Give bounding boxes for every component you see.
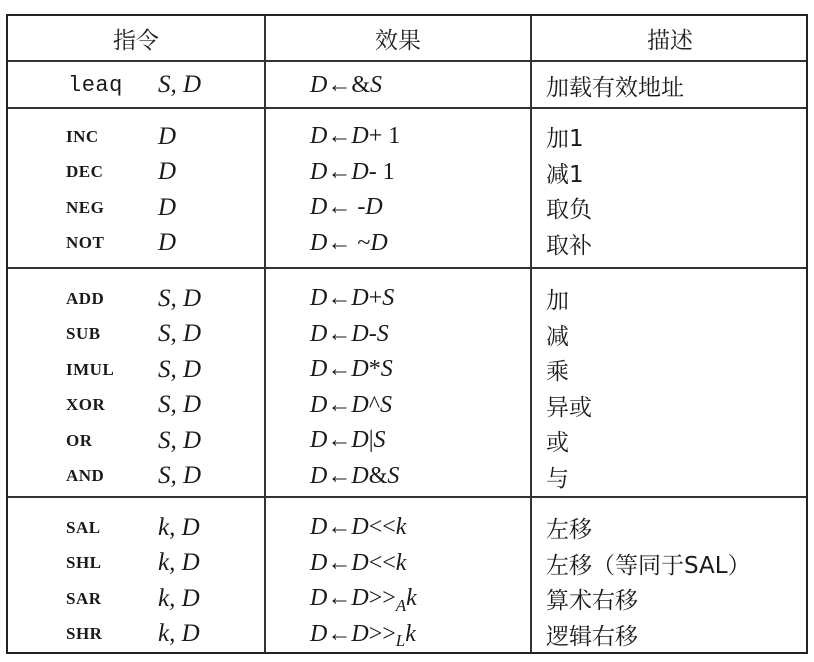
effect-variable: D — [310, 356, 328, 383]
instruction-operands: S, D — [158, 71, 202, 98]
effect-variable: D — [351, 320, 369, 347]
instruction-effect — [310, 546, 525, 582]
effect-variable: k — [405, 620, 416, 647]
header-instruction: 指令 — [113, 27, 159, 54]
instruction-opcode: NEG — [66, 197, 105, 217]
effect-variable: D — [370, 229, 388, 256]
effect-variable: D — [351, 123, 369, 150]
instruction-effect — [310, 581, 525, 617]
effect-operator: ← — [327, 620, 352, 647]
instruction-effect — [310, 388, 525, 424]
instruction-opcode: AND — [66, 466, 105, 486]
instruction-opcode: SUB — [66, 324, 101, 344]
instruction-description: 逻辑右移 — [546, 623, 638, 650]
instruction-operands: k, D — [158, 620, 200, 648]
instruction-description: 算术右移 — [546, 588, 638, 615]
instruction-operands: D — [158, 158, 177, 186]
effect-variable: D — [351, 462, 369, 489]
effect-operator: ← — [327, 514, 352, 541]
instruction-description: 与 — [546, 465, 569, 492]
instruction-opcode: XOR — [66, 395, 106, 415]
instruction-description: 左移（等同于SAL） — [546, 552, 751, 579]
effect-variable: D — [310, 194, 328, 221]
effect-variable: D — [310, 427, 328, 454]
instruction-effect — [310, 62, 525, 108]
instruction-operands: k, D — [158, 513, 200, 541]
instruction-operands: S, D — [158, 284, 202, 312]
effect-operator: ← — [327, 391, 352, 418]
effect-variable: D — [351, 391, 369, 418]
effect-operator: << — [368, 514, 396, 541]
instruction-description: 取负 — [546, 197, 592, 224]
effect-variable: D — [351, 514, 369, 541]
effect-variable: S — [387, 462, 400, 489]
effect-variable: S — [379, 391, 392, 418]
effect-operator: * — [368, 356, 381, 383]
instruction-description: 加载有效地址 — [546, 74, 684, 101]
instruction-effect — [310, 226, 525, 262]
effect-variable: D — [310, 585, 328, 612]
effect-operator: & — [368, 462, 388, 489]
instruction-opcode: OR — [66, 430, 93, 450]
effect-operator: ← — [327, 356, 352, 383]
instruction-operands: S, D — [158, 355, 202, 383]
header-description: 描述 — [647, 27, 693, 54]
effect-variable: D — [310, 123, 328, 150]
effect-variable: D — [351, 620, 369, 647]
group-divider-2 — [8, 267, 806, 269]
instruction-effect — [310, 119, 525, 155]
effect-operator: >> — [368, 585, 396, 612]
effect-operator: + 1 — [368, 123, 401, 150]
effect-variable: k — [406, 585, 417, 612]
effect-operator: >> — [368, 620, 396, 647]
instruction-opcode: DEC — [66, 162, 104, 182]
effect-operator: << — [368, 549, 396, 576]
instruction-operands: k, D — [158, 584, 200, 612]
effect-variable: S — [376, 320, 389, 347]
instruction-operands: S, D — [158, 391, 202, 419]
effect-operator: & — [351, 71, 371, 98]
effect-variable: D — [310, 549, 328, 576]
effect-variable: S — [373, 427, 386, 454]
effect-operator: ^ — [368, 391, 380, 418]
instruction-operands: D — [158, 229, 177, 257]
instruction-description: 减1 — [546, 161, 584, 188]
instruction-description: 加 — [546, 288, 569, 315]
instruction-description: 或 — [546, 430, 569, 457]
instruction-effect — [310, 617, 525, 653]
column-divider-1 — [264, 16, 266, 652]
instruction-opcode: ADD — [66, 288, 105, 308]
effect-variable: D — [351, 158, 369, 185]
effect-operator: - 1 — [368, 158, 395, 185]
instruction-table — [6, 14, 808, 654]
effect-variable: S — [382, 285, 395, 312]
instruction-operands: D — [158, 193, 177, 221]
instruction-opcode: INC — [66, 126, 99, 146]
instruction-description: 乘 — [546, 359, 569, 386]
effect-operator: ← — [327, 462, 352, 489]
effect-variable: S — [370, 71, 383, 98]
instruction-operands: k, D — [158, 549, 200, 577]
header-effect: 效果 — [375, 27, 421, 54]
effect-variable: D — [351, 585, 369, 612]
effect-variable: D — [365, 194, 383, 221]
effect-variable: D — [310, 620, 328, 647]
instruction-operands: S, D — [158, 462, 202, 490]
effect-operator: ← ~ — [327, 229, 371, 256]
effect-operator: + — [368, 285, 383, 312]
instruction-description: 加1 — [546, 126, 584, 153]
effect-variable: k — [395, 514, 407, 541]
instruction-opcode: SAR — [66, 588, 102, 608]
instruction-opcode: SHR — [66, 624, 103, 644]
instruction-operands: S, D — [158, 320, 202, 348]
instruction-effect — [310, 190, 525, 226]
effect-variable: k — [395, 549, 407, 576]
effect-variable: D — [310, 285, 328, 312]
instruction-effect — [310, 459, 525, 495]
instruction-effect — [310, 352, 525, 388]
instruction-description: 左移 — [546, 517, 592, 544]
instruction-effect — [310, 281, 525, 317]
effect-variable: D — [310, 71, 328, 98]
instruction-opcode: IMUL — [66, 359, 115, 379]
instruction-effect — [310, 423, 525, 459]
effect-operator: - — [368, 320, 377, 347]
effect-variable: D — [351, 427, 369, 454]
effect-operator: ← — [327, 158, 352, 185]
effect-variable: S — [380, 356, 393, 383]
instruction-description: 异或 — [546, 394, 592, 421]
effect-operator: | — [368, 427, 374, 454]
effect-variable: D — [310, 391, 328, 418]
effect-variable: D — [351, 549, 369, 576]
effect-operator: ← — [327, 320, 352, 347]
instruction-effect — [310, 155, 525, 191]
effect-variable: D — [310, 158, 328, 185]
column-divider-2 — [530, 16, 532, 652]
effect-operator: ← — [327, 71, 352, 98]
effect-operator: ← — [327, 285, 352, 312]
effect-variable: D — [310, 229, 328, 256]
effect-operator: L — [395, 631, 406, 651]
instruction-effect — [310, 510, 525, 546]
instruction-opcode: SAL — [66, 517, 101, 537]
instruction-operands: D — [158, 122, 177, 150]
effect-variable: D — [310, 514, 328, 541]
instruction-opcode: leaq — [68, 72, 123, 98]
instruction-description: 取补 — [546, 232, 592, 259]
effect-operator: ← — [327, 585, 352, 612]
effect-operator: ← — [327, 427, 352, 454]
effect-operator: A — [395, 595, 407, 615]
instruction-opcode: SHL — [66, 553, 102, 573]
effect-operator: ← — [327, 123, 352, 150]
effect-variable: D — [351, 356, 369, 383]
instruction-effect — [310, 317, 525, 353]
instruction-opcode: NOT — [66, 233, 105, 253]
effect-variable: D — [310, 320, 328, 347]
effect-variable: D — [310, 462, 328, 489]
instruction-operands: S, D — [158, 426, 202, 454]
group-divider-3 — [8, 496, 806, 498]
effect-operator: ← - — [327, 194, 366, 221]
effect-variable: D — [351, 285, 369, 312]
instruction-description: 减 — [546, 323, 569, 350]
effect-operator: ← — [327, 549, 352, 576]
